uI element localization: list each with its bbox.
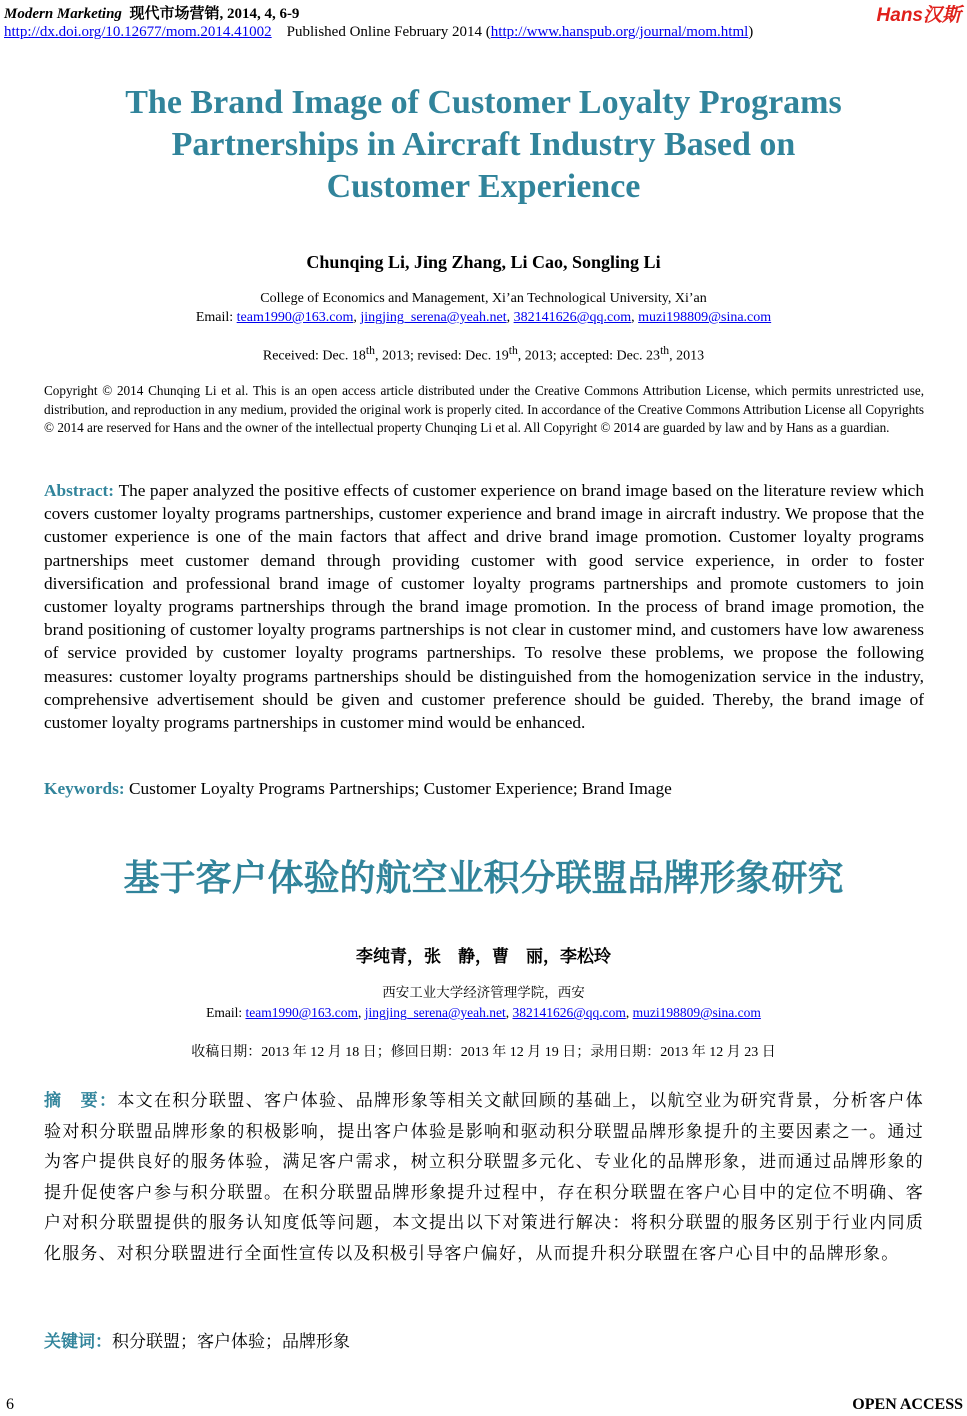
journal-citation: 现代市场营销, 2014, 4, 6-9 (129, 6, 300, 22)
cn-keywords (44, 1327, 924, 1352)
keywords-en (44, 779, 924, 799)
cn-affiliation: 西安工业大学经济管理学院，西安 (382, 985, 585, 1000)
cn-abstract-text: 本文在积分联盟、客户体验、品牌形象等相关文献回顾的基础上，以航空业为研究背景，分析客户体验对积分联盟品牌形象的积极影响，提出客户体验是影响和驱动积分联盟品牌形象提升的主要因素之一。通过为客户提供良好的服务体验，满足客户需求，树立积分联盟多元化、专业化的品牌形象，进而通过品牌形象的提升促使客户参与积分联盟。在积分联盟品牌形象提升过程中，存在积分联盟在客户心目中的定位不明确、客户对积分联盟提供的服务认知度低等问题，本文提出以下对策进行解决：将积分联盟的服务区别于行业内同质化服务、对积分联盟进行全面性宣传以及积极引导客户偏好，从而提升积分联盟在客户心目中的品牌形象。 (44, 1091, 924, 1263)
t: , 2013; accepted: Dec. 23 (517, 348, 661, 364)
journal-link[interactable]: http://www.hanspub.org/journal/mom.html (490, 24, 749, 40)
open-access-label: OPEN ACCESS (852, 1396, 963, 1413)
email-link[interactable]: 382141626@qq.com (513, 310, 632, 325)
title-line: The Brand Image of Customer Loyalty Programs (125, 84, 842, 121)
sep: , (506, 310, 514, 325)
cn-keywords-label: 关键词： (44, 1332, 112, 1351)
cn-abstract (44, 1086, 924, 1270)
page-number: 6 (6, 1396, 14, 1413)
email-link[interactable]: muzi198809@sina.com (632, 1005, 761, 1020)
abstract-en (44, 479, 924, 734)
t: Received: Dec. 18 (262, 348, 366, 364)
keywords-text: Customer Loyalty Programs Partnerships; Customer Experience; Brand Image (128, 779, 672, 798)
cn-email-line (0, 1003, 967, 1023)
email-link[interactable]: muzi198809@sina.com (638, 310, 772, 325)
affiliation: College of Economics and Management, Xi’an Technological University, Xi’an (260, 291, 707, 306)
abstract-text: The paper analyzed the positive effects of customer experience on brand image based on the literature review which covers customer loyalty programs partnerships, customer experience and brand image in aircraft industry. We propose that the customer experience is one of the main factors that affect and drive brand image promotion. Customer loyalty programs partnerships meet customer demand through providing customer with good service experience, in order to foster diversification and professional brand image of customer loyalty programs partnerships and promote customers to join customer loyalty programs partnerships through the brand image promotion. In the process of brand image promotion, the brand positioning of customer loyalty programs partnerships is not clear in customer mind, and customers have low awareness of service provided by customer loyalty programs partnerships. To resolve these problems, we propose the following measures: customer loyalty programs partnerships should be distinguished from the homogenization service in the industry, comprehensive advertisement should be given and customer preference should be guided. Thereby, the brand image of customer loyalty programs partnerships in customer mind would be enhanced. (44, 481, 924, 733)
cn-affiliation-block (0, 983, 967, 1023)
abstract-label: Abstract: (44, 481, 119, 500)
sup: th (508, 344, 518, 357)
email-label: Email: (195, 310, 237, 325)
affiliation-block (0, 289, 967, 327)
cn-title: 基于客户体验的航空业积分联盟品牌形象研究 (123, 858, 844, 899)
email-link[interactable]: 382141626@qq.com (512, 1005, 626, 1020)
doi-link[interactable]: http://dx.doi.org/10.12677/mom.2014.41002 (4, 24, 272, 40)
title-line: Customer Experience (326, 168, 641, 205)
email-link[interactable]: team1990@163.com (236, 310, 354, 325)
journal-header (4, 2, 299, 23)
received-dates (0, 344, 967, 365)
paren: ) (748, 24, 754, 40)
authors: Chunqing Li, Jing Zhang, Li Cao, Songling Li (306, 252, 661, 272)
sup: th (365, 344, 375, 357)
email-link[interactable]: jingjing_serena@yeah.net (360, 310, 507, 325)
paper-title (0, 82, 967, 208)
t: , 2013 (669, 348, 705, 364)
email-link[interactable]: jingjing_serena@yeah.net (364, 1005, 506, 1020)
hans-logo: Hans汉斯 (876, 5, 961, 26)
title-line: Partnerships in Aircraft Industry Based on (171, 126, 796, 163)
email-link[interactable]: team1990@163.com (245, 1005, 359, 1020)
cn-abstract-label: 摘 要： (44, 1091, 118, 1110)
publication-line (4, 24, 753, 41)
t: , 2013; revised: Dec. 19 (374, 348, 509, 364)
sep: , (353, 310, 361, 325)
cn-authors: 李纯青，张 静，曹 丽，李松玲 (356, 947, 611, 966)
email-line (0, 308, 967, 327)
sep: , (505, 1005, 513, 1020)
sep: , (358, 1005, 365, 1020)
published-text: Published Online February 2014 ( (286, 24, 491, 40)
journal-name: Modern Marketing (4, 6, 122, 22)
email-label: Email: (206, 1005, 246, 1020)
sep: , (631, 310, 639, 325)
cn-keywords-text: 积分联盟；客户体验；品牌形象 (112, 1332, 350, 1351)
sup: th (660, 344, 670, 357)
copyright-notice: Copyright © 2014 Chunqing Li et al. This is an open access article distributed under the Creative Commons Attribution License, which permits unrestricted use, distribution, and reproduction in any medium, provided the original work is properly cited. In accordance of the Creative Commons Attribution License all Copyrights © 2014 are reserved for Hans and the owner of the intellectual property Chunqing Li et al. All Copyright © 2014 are guarded by law and by Hans as a guardian. (44, 383, 924, 435)
sep: , (625, 1005, 633, 1020)
cn-received-dates: 收稿日期：2013 年 12 月 18 日；修回日期：2013 年 12 月 19 日；录用日期：2013 年 12 月 23 日 (191, 1045, 776, 1060)
keywords-label: Keywords: (44, 779, 129, 798)
